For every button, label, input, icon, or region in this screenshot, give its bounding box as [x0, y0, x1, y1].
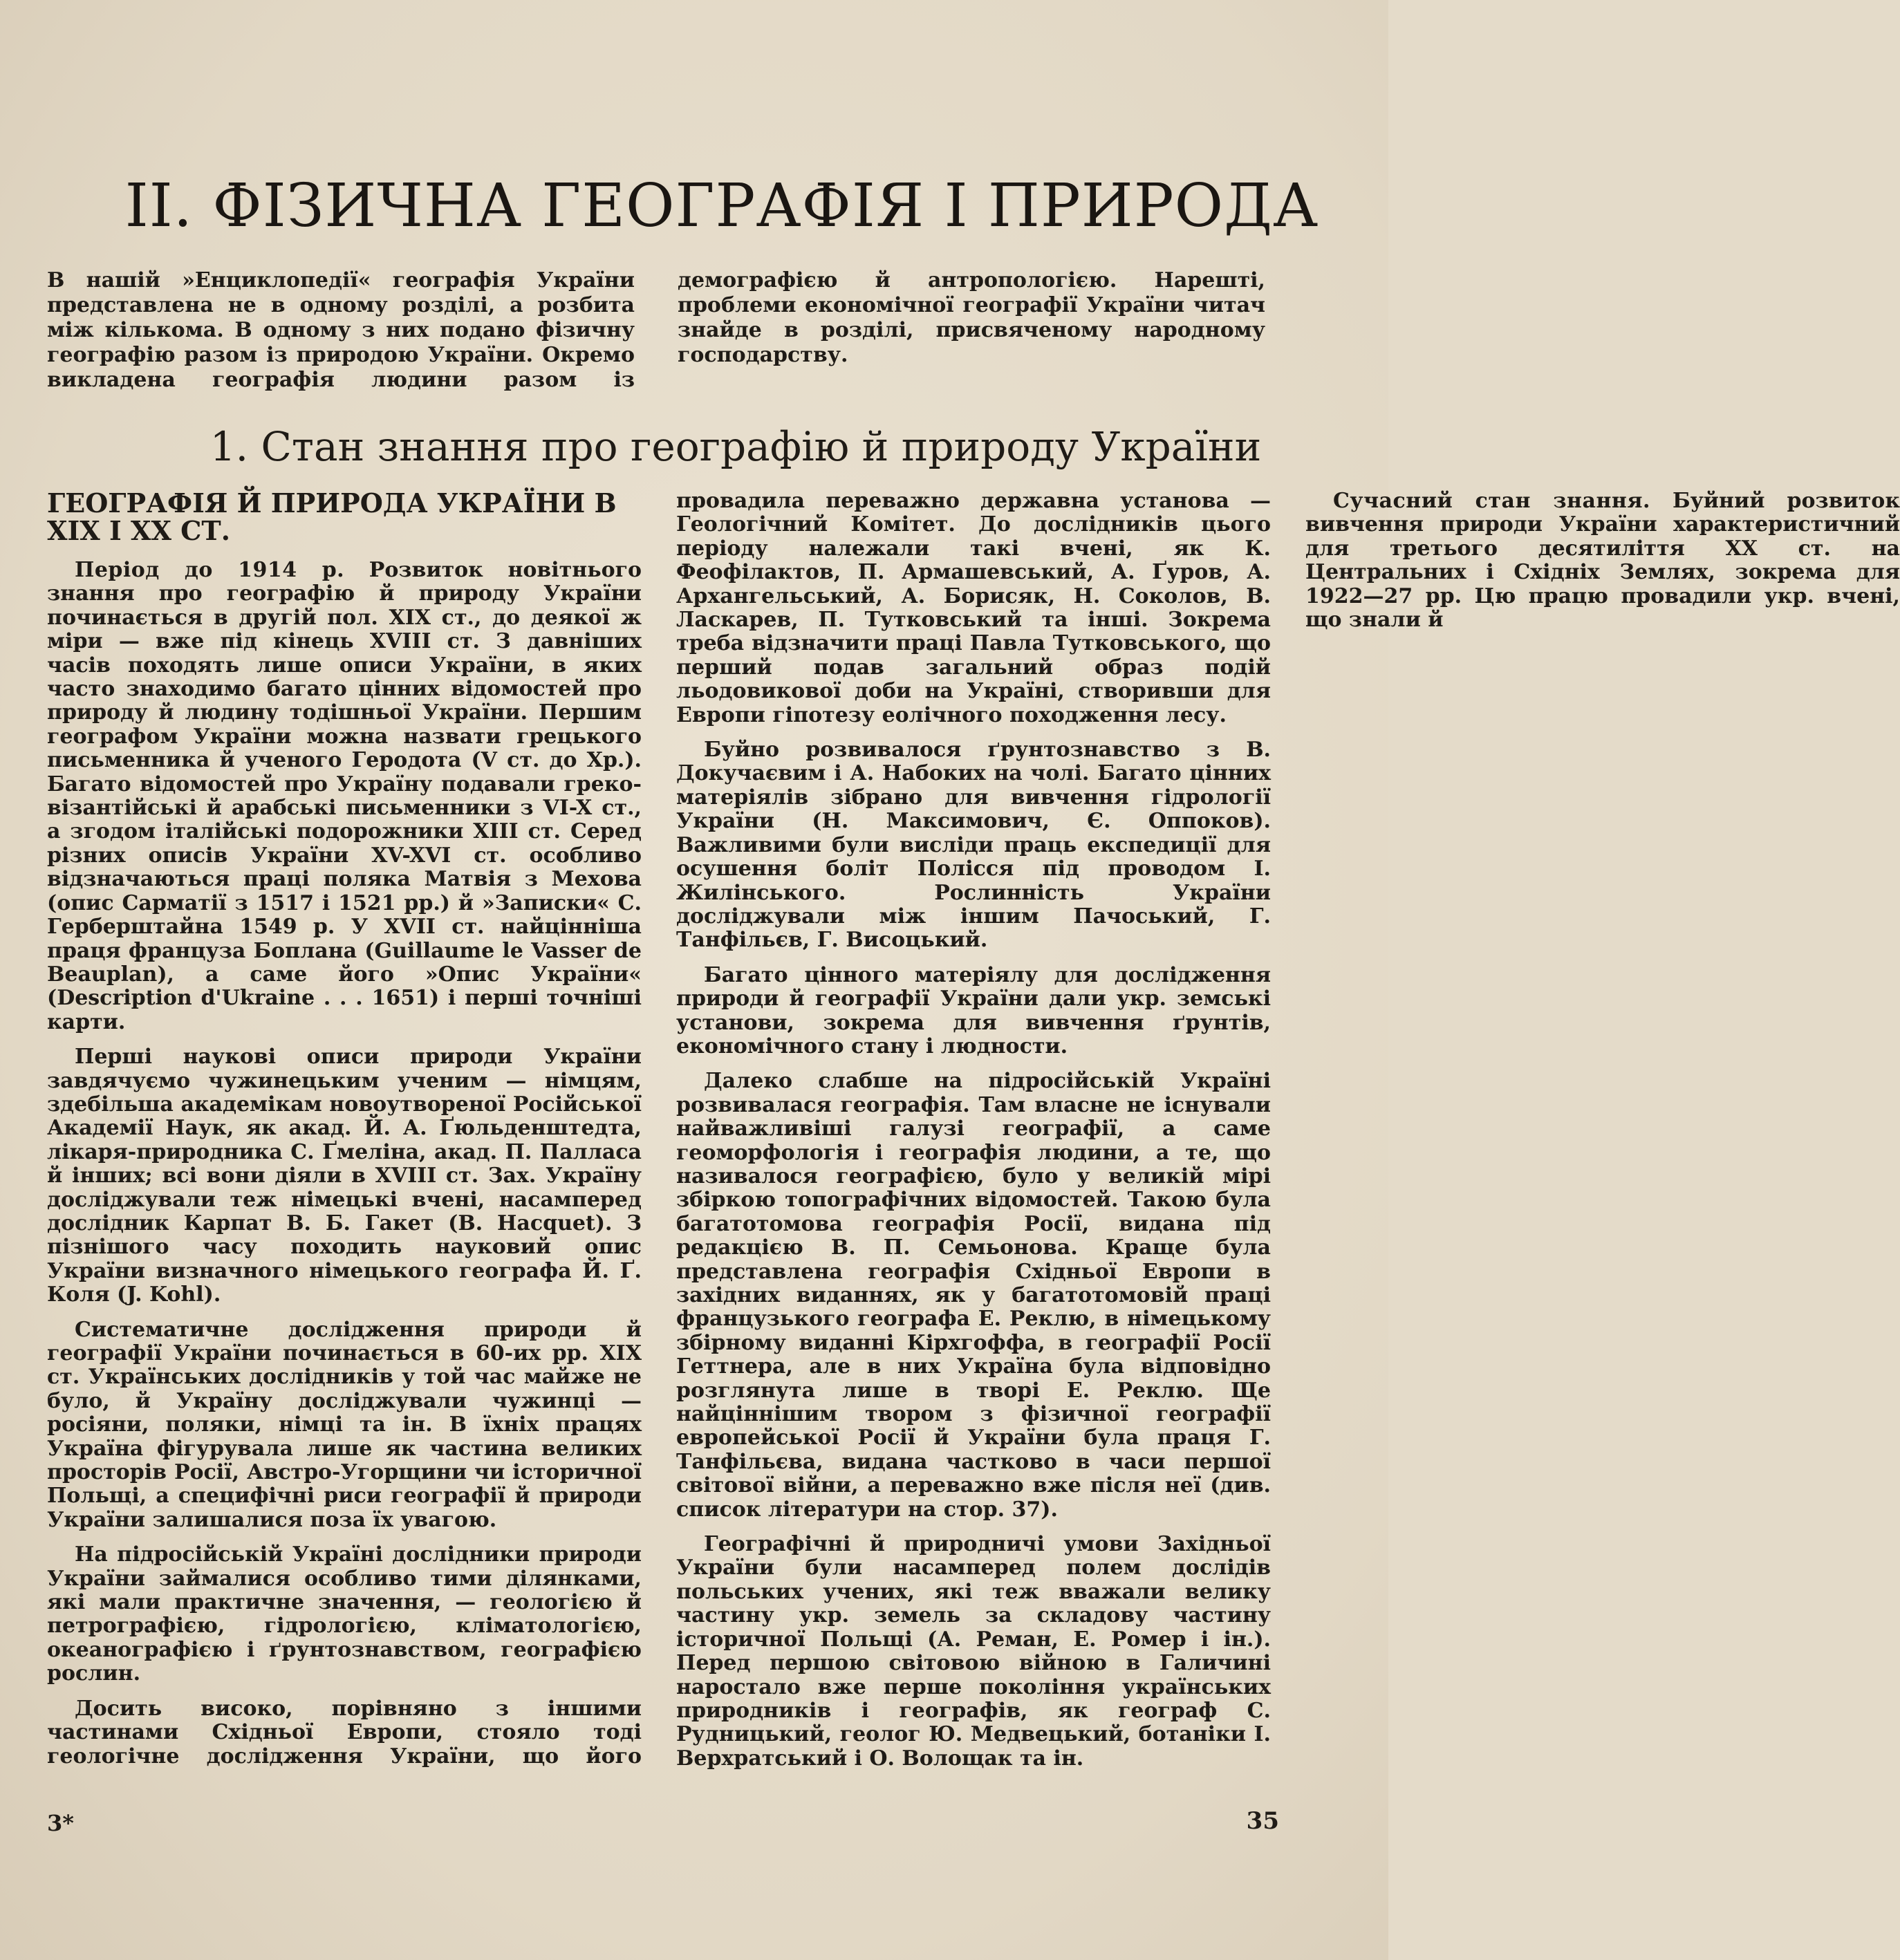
- paragraph-text: Буйно розвивалося ґрунтознавство з В. Докучаєвим і А. Набоких на чолі. Багато цінних матеріялів зібрано для вивчення гідрології України (Н. Максимович, Є. Оппоков). Важливими були висліди праць експедиції для осушення боліт Полісся під проводом І. Жилінського. Рослинність України досліджували між іншим Пачоський, Г. Танфільєв, Г. Висоцький.: [676, 738, 1271, 953]
- paragraph-text: На підросійській Україні дослідники природи України займалися особливо тими ділянками, які мали практичне значення, — геологією й петрографією, гідрологією, кліматологією, океанографією і ґрунтознавством, географією рослин.: [47, 1542, 642, 1686]
- paragraph: [676, 964, 1271, 1059]
- paragraph-text: Географічні й природничі умови Західньої України були насамперед полем дослідів польських учених, які теж вважали велику частину укр. земель за складову частину історичної Польщі (А. Реман, Е. Ромер і ін.). Перед першою світовою війною в Галичині наростало вже перше покоління українських природників і географів, як географ С. Рудницький, геолог Ю. Медвецький, ботаніки І. Верхратський і О. Волощак та ін.: [676, 1532, 1271, 1771]
- paragraph-text: Систематичне дослідження природи й географії України починається в 60-их рр. XIX ст. Українських дослідників у той час майже не було, й Україну досліджували чужинці — росіяни, поляки, німці та ін. В їхніх працях Україна фігурувала лише як частина великих просторів Росії, Австро-Угорщини чи історичної Польщі, а специфічні риси географії й природи України залишалися поза їх увагою.: [47, 1317, 642, 1532]
- runin-heading: Сучасний стан знання.: [1333, 489, 1650, 513]
- paragraph: [47, 1045, 642, 1307]
- paragraph: [676, 738, 1271, 953]
- paragraph-text: Розвиток новітнього знання про географію й природу України починається в другій пол. XIX ст., до деякої ж міри — вже під кінець XVIII ст. З давніших часів походять лише описи України, в яких часто знаходимо багато цінних відомостей про природу й людину тодішньої України. Першим географом України можна назвати грецького письменника й ученого Геродота (V ст. до Хр.). Багато відомостей про Україну подавали греко-візантійські й арабські письменники з VI-X ст., а згодом італійські подорожники XIII ст. Серед різних описів України XV-XVI ст. особливо відзначаються праці поляка Матвія з Мехова (опис Сарматії з 1517 і 1521 рр.) й »Записки« С. Герберштайна 1549 р. У XVII ст. найцінніша праця француза Боплана (Guillaume le Vasser de Beauplan), а саме його »Опис України« (Description d'Ukraine . . . 1651) і перші точніші карти.: [47, 558, 642, 1034]
- paragraph: [47, 1543, 642, 1686]
- section-title: 1. Стан знання про географію й природу України: [209, 423, 1262, 470]
- paragraph-text: Багато цінного матеріялу для дослідження природи й географії України дали укр. земські установи, зокрема для вивчення ґрунтів, економічного стану і людности.: [676, 962, 1271, 1058]
- paragraph: [47, 1318, 642, 1533]
- runin-heading: Період до 1914 р.: [75, 558, 345, 582]
- signature-mark: 3*: [47, 1810, 74, 1836]
- paragraph: [1305, 489, 1900, 632]
- paragraph: [676, 1533, 1271, 1771]
- paragraph-text: Буйний розвиток вивчення природи України характеристичний для третього десятиліття XX ст. на Центральних і Східніх Землях, зокрема для 1922—27 рр. Цю працю провадили укр. вчені, що знали й: [1305, 489, 1900, 633]
- paragraph-text: Досить високо, порівняно з іншими частинами Східньої Европи, стояло тоді геологічне дослідження України, що його провадила переважно державна установа — Геологічний Комітет. До дослідників цього періоду належали такі вчені, як К. Феофілактов, П. Армашевський, А. Ґуров, А. Архангельський, А. Борисяк, Н. Соколов, В. Ласкарев, П. Тутковський та інші. Зокрема треба відзначити праці Павла Тутковського, що перший подав загальний образ подій льодовикової доби на Україні, створивши для Европи гіпотезу еолічного походження лесу.: [47, 489, 1271, 1768]
- paragraph-text: Далеко слабше на підросійській Україні розвивалася географія. Там власне не існували найважливіші галузі географії, а саме геоморфологія і географія людини, а те, що називалося географією, було у великій мірі збіркою топографічних відомостей. Такою була багатотомова географія Росії, видана під редакцією В. П. Семьонова. Краще була представлена географія Східньої Европи в західних виданнях, як у багатотомовій праці французького географа Е. Реклю, в німецькому збірному виданні Кірхгоффа, в географії Росії Геттнера, але в них Україна була відповідно розглянута лише в творі Е. Реклю. Ще найціннішим твором з фізичної географії европейської Росії й України була праця Г. Танфільєва, видана частково в часи першої світової війни, а переважно вже після неї (див. список літератури на стор. 37).: [676, 1069, 1271, 1522]
- paragraph: [676, 1070, 1271, 1522]
- page-number: 35: [1246, 1807, 1279, 1835]
- paragraph: [47, 559, 642, 1034]
- chapter-title: II. ФІЗИЧНА ГЕОГРАФІЯ І ПРИРОДА: [124, 171, 1319, 241]
- intro-paragraph: В нашій »Енциклопедії« географія України представлена не в одному розділі, а розбита між кількома. В одному з них подано фізичну географію разом із природою України. Окремо викладена географія людини разом із демографією й антропологією. Нарешті, проблеми економічної географії України читач знайде в розділі, присвяченому народному господарству.: [47, 268, 1265, 392]
- body-columns: [47, 487, 1900, 1789]
- paragraph-text: Перші наукові описи природи України завдячуємо чужинецьким ученим — німцям, здебільша академікам новоутвореної Російської Академії Наук, як акад. Й. А. Ґюльденштедта, лікаря-природника С. Ґмеліна, акад. П. Палласа й інших; всі вони діяли в XVIII ст. Зах. Україну досліджували теж німецькі вчені, насамперед дослідник Карпат В. Б. Гакет (B. Hacquet). З пізнішого часу походить науковий опис України визначного німецького географа Й. Ґ. Коля (J. Kohl).: [47, 1045, 642, 1307]
- subhead: ГЕОГРАФІЯ Й ПРИРОДА УКРАЇНИ В XIX І XX СТ.: [47, 487, 617, 546]
